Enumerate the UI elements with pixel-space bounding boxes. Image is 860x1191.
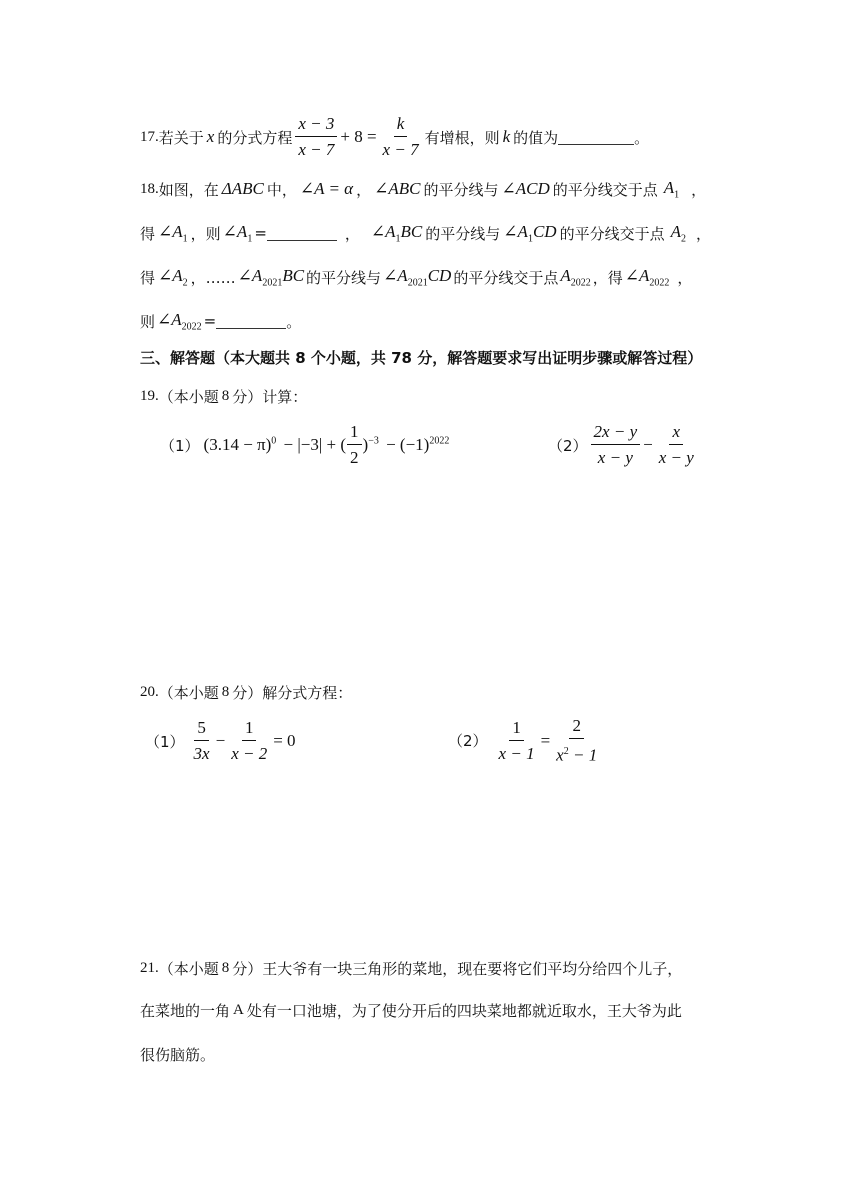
question-text: ， (677, 268, 693, 287)
question-text: 的值为 (513, 128, 559, 147)
points: 8 (221, 388, 230, 404)
fraction (591, 422, 641, 468)
denominator: x − 7 (298, 140, 335, 159)
question-20-header (140, 682, 352, 703)
denominator: x − y (658, 448, 694, 467)
question-19-header (140, 386, 307, 407)
question-text: 分）王大爷有一块三角形的菜地，现在要将它们平均分给四个儿子， (232, 960, 683, 978)
question-18-line-4 (140, 310, 301, 332)
part-label: （2） (448, 732, 488, 751)
angle-a1cd: $\angle A_1CD$ (503, 222, 557, 245)
question-text: ， (356, 180, 372, 199)
question-text: 的平分线交于点 (552, 180, 658, 199)
question-number: 17. (140, 128, 159, 145)
part-label: （2） (548, 436, 588, 455)
numerator: 5 (194, 718, 209, 741)
fraction (496, 718, 538, 764)
angle-a1: $\angle A_1$ (158, 222, 188, 245)
question-text: 分）解分式方程： (232, 684, 353, 702)
question-21-line-3 (140, 1044, 215, 1065)
question-text: （本小题 (158, 388, 219, 406)
question-18-line-1 (140, 178, 706, 200)
angle-a2: $\angle A_2$ (158, 266, 188, 289)
punctuation: 。 (634, 128, 650, 147)
fraction (228, 718, 270, 764)
question-number: 18. (140, 180, 159, 197)
denominator: 2 (350, 448, 359, 467)
question-text: 得 (140, 224, 156, 243)
question-text: 的分式方程 (217, 128, 293, 147)
angle-a2022: $\angle A_{2022}$ (624, 266, 670, 289)
question-21-line-2 (140, 1000, 682, 1021)
math-expression: $(3.14 - \pi)^0 - |-3|$ + ( (203, 435, 347, 454)
question-text: 得 (140, 268, 156, 287)
question-text: ， (695, 224, 711, 243)
question-text: ， (691, 180, 707, 199)
fraction (553, 716, 600, 766)
angle-a1: $\angle A_1$ (222, 222, 253, 245)
fraction (347, 422, 362, 468)
question-text: 的平分线与 (423, 180, 499, 199)
triangle-symbol: ΔABC (221, 179, 264, 199)
denominator: x − y (597, 448, 633, 467)
question-text: （本小题 (158, 960, 219, 978)
denominator: $x^2 - 1$ (556, 745, 598, 765)
numerator: k (394, 114, 408, 137)
question-number: 21. (140, 960, 159, 976)
question-text: 若关于 (158, 128, 204, 147)
question-20-part-2 (448, 716, 603, 766)
question-21-line-1 (140, 958, 682, 979)
numerator: 1 (509, 718, 524, 741)
points: 8 (221, 684, 230, 700)
math-operator: = 0 (273, 731, 296, 750)
math-expression: )$^{-3} - (-1)^{2022}$ (362, 435, 450, 454)
math-operator: − (643, 435, 653, 454)
angle-a2022: $\angle A_{2022}$ (157, 310, 202, 333)
question-text: 在菜地的一角 (140, 1002, 231, 1020)
question-number: 19. (140, 388, 159, 404)
question-text: 有增根，则 (424, 128, 500, 147)
question-text: 的平分线与 (306, 268, 382, 287)
angle-a-expression: ∠A = α (299, 179, 354, 199)
numerator: 1 (347, 422, 362, 445)
angle-abc: ∠ABC (374, 179, 421, 199)
question-19-part-1 (160, 422, 449, 468)
fraction (380, 114, 422, 160)
denominator: x − 1 (498, 743, 535, 763)
question-17 (140, 114, 649, 160)
answer-blank[interactable] (558, 130, 634, 145)
math-operator: = (540, 730, 551, 750)
variable-k: k (502, 127, 511, 146)
part-label: （1） (145, 732, 185, 751)
answer-blank[interactable] (216, 314, 286, 329)
question-number: 20. (140, 684, 159, 700)
point-label-a: A (233, 1002, 244, 1018)
question-18-line-3 (140, 266, 692, 288)
numerator: 2x − y (591, 422, 641, 445)
math-operator: + 8 = (340, 127, 377, 146)
section-heading: 三、解答题（本大题共 8 个小题，共 78 分，解答题要求写出证明步骤或解答过程） (140, 349, 703, 367)
question-19-part-2 (548, 422, 700, 468)
denominator: x − 7 (382, 140, 419, 159)
question-text: ， (344, 224, 360, 243)
question-text: 的平分线交于点 (453, 268, 559, 287)
part-label: （1） (160, 436, 200, 455)
question-text: （本小题 (158, 684, 219, 702)
angle-a1bc: $\angle A_1BC$ (370, 222, 423, 245)
equals-sign: = (203, 312, 217, 331)
equals-sign: = (254, 224, 267, 243)
point-a2: $A_2$ (670, 222, 686, 245)
fraction (191, 718, 213, 764)
denominator: x − 2 (231, 744, 268, 763)
numerator: x − 3 (295, 114, 337, 137)
question-text: ，…… (190, 268, 236, 287)
variable-x: x (206, 127, 215, 146)
points: 8 (221, 960, 230, 976)
angle-a2021cd: $\angle A_{2021}CD$ (383, 266, 452, 289)
question-text: 处有一口池塘，为了使分开后的四块菜地都就近取水，王大爷为此 (246, 1002, 682, 1020)
question-text: 的平分线交于点 (559, 224, 665, 243)
fraction (656, 422, 697, 468)
numerator: 1 (242, 718, 257, 741)
point-a2022: $A_{2022}$ (560, 266, 591, 289)
fraction (295, 114, 337, 160)
point-a1: $A_1$ (663, 178, 680, 201)
numerator: x (669, 422, 683, 445)
math-operator: − (215, 731, 226, 750)
numerator: 2 (569, 716, 584, 739)
answer-blank[interactable] (267, 226, 337, 241)
question-text: 则 (140, 312, 156, 331)
question-text: 很伤脑筋。 (140, 1046, 216, 1064)
question-18-line-2 (140, 222, 711, 244)
denominator: 3x (193, 744, 210, 763)
question-text: 分）计算： (232, 388, 308, 406)
question-text: 中， (266, 180, 297, 199)
punctuation: 。 (286, 312, 302, 331)
angle-a2021bc: $\angle A_{2021}BC$ (237, 266, 305, 289)
question-text: 如图，在 (158, 180, 219, 199)
question-text: 的平分线与 (425, 224, 501, 243)
question-text: ，则 (190, 224, 221, 243)
question-text: ，得 (592, 268, 623, 287)
angle-acd: ∠ACD (501, 179, 550, 199)
question-20-part-1 (145, 718, 296, 764)
